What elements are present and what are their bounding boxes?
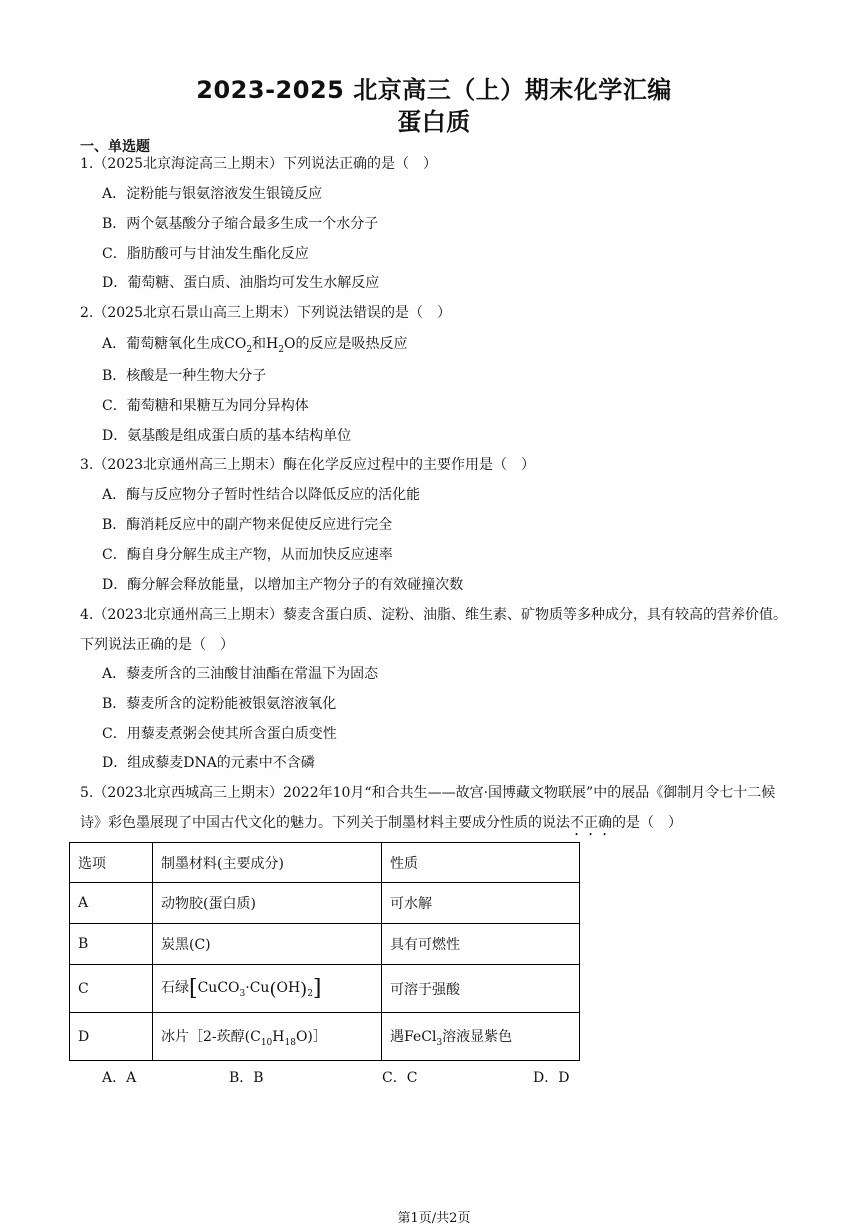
page-title: 2023-2025 北京高三（上）期末化学汇编 [196,76,672,104]
emphasis-text: 不正确 [570,815,612,831]
table-cell: 可水解 [382,883,580,924]
section-heading: 一、单选题 [80,139,150,155]
table-row [70,965,580,1013]
table-cell: C [70,965,153,1013]
question-3-option-a: A．酶与反应物分子暂时性结合以降低反应的活化能 [102,487,421,503]
table-cell: 动物胶(蛋白质) [153,883,382,924]
question-4-option-c: C．用藜麦煮粥会使其所含蛋白质变性 [102,726,337,742]
question-3-option-b: B．酶消耗反应中的副产物来促使反应进行完全 [102,517,393,533]
question-5-option-b: B．B [229,1070,264,1086]
table-cell: 可溶于强酸 [382,965,580,1013]
question-2-option-b: B．核酸是一种生物大分子 [102,368,267,384]
table-cell: D [70,1013,153,1061]
question-1-stem: 1.（2025北京海淀高三上期末）下列说法正确的是（ ） [80,156,437,172]
question-4-option-b: B．藜麦所含的淀粉能被银氨溶液氧化 [102,696,337,712]
table-row [70,924,580,965]
question-5-option-a: A．A [102,1070,137,1086]
question-2-stem: 2.（2025北京石景山高三上期末）下列说法错误的是（ ） [80,305,451,321]
question-3-option-c: C．酶自身分解生成主产物，从而加快反应速率 [102,547,393,563]
table-cell: 冰片［2-莰醇$(C_{10}H_{18}O)]$ [153,1013,382,1061]
question-2-option-c: C．葡萄糖和果糖互为同分异构体 [102,398,309,414]
question-3-option-d: D．酶分解会释放能量，以增加主产物分子的有效碰撞次数 [102,577,464,593]
question-1-option-c: C．脂肪酸可与甘油发生酯化反应 [102,246,309,262]
table-cell: 石绿$[CuCO_3\cdot Cu(OH)_2]$ [153,965,382,1013]
question-5-stem: 5.（2023北京西城高三上期末）2022年10月“和合共生——故宫·国博藏文物联展”中的展品《御制月令七十二候诗》彩色墨展现了中国古代文化的魅力。下列关于制墨材料主要成分性质的说法不正确的是（ ） [80,785,776,831]
table-row [70,1013,580,1061]
table-row [70,883,580,924]
table-cell: 具有可燃性 [382,924,580,965]
question-5-option-c: C．C [382,1070,418,1086]
question-4-stem: 4.（2023北京通州高三上期末）藜麦含蛋白质、淀粉、油脂、维生素、矿物质等多种成分，具有较高的营养价值。下列说法正确的是（ ） [80,607,787,653]
table-cell: 遇FeCl$_3$溶液显紫色 [382,1013,580,1061]
question-1-option-d: D．葡萄糖、蛋白质、油脂均可发生水解反应 [102,275,380,291]
page-footer: 第1页/共2页 [397,1211,471,1226]
question-1-option-a: A．淀粉能与银氨溶液发生银镜反应 [102,186,323,202]
table-cell: 炭黑(C) [153,924,382,965]
table-cell: A [70,883,153,924]
question-1-option-b: B．两个氨基酸分子缩合最多生成一个水分子 [102,216,379,232]
table-cell: B [70,924,153,965]
question-4-option-a: A．藜麦所含的三油酸甘油酯在常温下为固态 [102,666,379,682]
table-header-cell: 性质 [382,843,580,883]
question-2-option-d: D．氨基酸是组成蛋白质的基本结构单位 [102,428,352,444]
question-5-option-d: D．D [533,1070,570,1086]
question-2-option-a: A．葡萄糖氧化生成$CO_2$和$H_2O$的反应是吸热反应 [102,336,408,355]
table-header-row [70,843,580,883]
page-subtitle: 蛋白质 [397,108,471,136]
table-header-cell: 制墨材料(主要成分) [153,843,382,883]
materials-table [69,842,580,1061]
question-3-stem: 3.（2023北京通州高三上期末）酶在化学反应过程中的主要作用是（ ） [80,457,535,473]
question-4-option-d: D．组成藜麦DNA的元素中不含磷 [102,755,315,771]
table-header-cell: 选项 [70,843,153,883]
